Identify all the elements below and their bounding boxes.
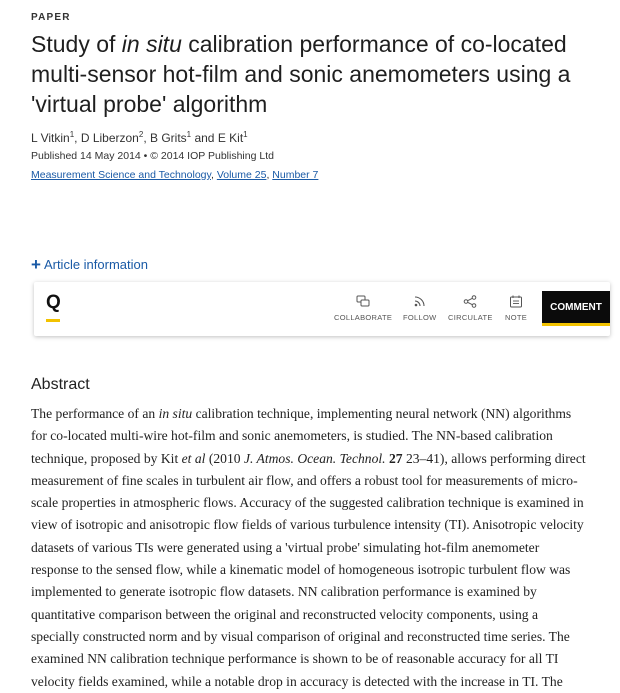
abstract-line: scale properties in atmospheric flows. Accuracy of the suggested calibration technique is examined in bbox=[31, 495, 584, 511]
author-separator: and bbox=[191, 131, 218, 145]
title-text-rest: calibration performance of co-located multi-sensor hot-film and sonic anemometers using a 'virtual probe' algorithm bbox=[31, 31, 571, 117]
journal-link[interactable]: Measurement Science and Technology bbox=[31, 169, 211, 181]
abstract-line: implemented to generate isotropic flow datasets. NN calibration performance is examined by bbox=[31, 584, 537, 600]
note-label: NOTE bbox=[505, 313, 528, 322]
author-name[interactable]: B Grits bbox=[149, 131, 187, 145]
author-affiliation[interactable]: 1 bbox=[69, 130, 75, 139]
abstract-line: The performance of an in situ calibration technique, implementing neural network (NN) algorithms bbox=[31, 406, 572, 421]
abstract-line: examined NN calibration technique performance is shown to be of reasonable accuracy for all TI bbox=[31, 651, 559, 667]
author-name[interactable]: E Kit bbox=[217, 131, 244, 145]
title-italic-text: in situ bbox=[121, 31, 182, 57]
circulate-button[interactable] bbox=[448, 295, 493, 322]
collaborate-icon bbox=[356, 295, 370, 308]
collaborate-button[interactable] bbox=[334, 295, 392, 322]
link-separator: , bbox=[266, 169, 273, 181]
share-icon bbox=[463, 295, 477, 308]
journal-links bbox=[31, 169, 318, 181]
article-information-toggle[interactable] bbox=[31, 254, 148, 274]
link-separator: , bbox=[210, 169, 217, 181]
note-button[interactable] bbox=[505, 295, 527, 322]
circulate-label: CIRCULATE bbox=[448, 313, 493, 322]
article-title bbox=[31, 29, 601, 119]
note-icon bbox=[509, 295, 523, 308]
issue-link[interactable]: Number 7 bbox=[272, 169, 319, 181]
volume-link[interactable]: Volume 25 bbox=[216, 169, 267, 181]
rss-icon bbox=[413, 295, 427, 308]
author-list bbox=[31, 131, 248, 145]
q-logo[interactable] bbox=[46, 292, 61, 314]
follow-button[interactable] bbox=[403, 295, 436, 322]
article-information-label: Article information bbox=[43, 257, 148, 272]
title-text: Study of bbox=[31, 31, 122, 57]
abstract-line: datasets of various TIs were generated using a 'virtual probe' simulating hot-film anemometer bbox=[31, 539, 540, 555]
abstract-line: velocity fields examined, while a notable drop in accuracy is detected with the increase in TI. The bbox=[31, 673, 563, 689]
abstract-line: specially constructed norm and by visual comparison of original and reconstructed time series. The bbox=[31, 628, 570, 644]
article-type-label: PAPER bbox=[31, 12, 71, 23]
abstract-line: response to the sensed flow, while a kinematic model of homogeneous isotropic turbulent flow was bbox=[31, 562, 571, 578]
plus-icon: + bbox=[31, 254, 41, 274]
publication-info: Published 14 May 2014 • © 2014 IOP Publishing Ltd bbox=[31, 150, 274, 162]
author-name[interactable]: L Vitkin bbox=[31, 131, 70, 145]
abstract-text bbox=[31, 403, 620, 693]
article-toolbar bbox=[34, 282, 610, 336]
author-separator: , bbox=[74, 131, 81, 145]
abstract-line: technique, proposed by Kit et al (2010 J. Atmos. Ocean. Technol. 27 23–41), allows performing direct bbox=[31, 450, 586, 466]
author-affiliation[interactable]: 1 bbox=[186, 130, 192, 139]
abstract-line: view of isotropic and anisotropic flow fields of various turbulence intensity (TI). Anisotropic velocity bbox=[31, 517, 584, 533]
comment-button[interactable]: COMMENT bbox=[542, 291, 610, 326]
author-name[interactable]: D Liberzon bbox=[80, 131, 139, 145]
author-affiliation[interactable]: 2 bbox=[138, 130, 144, 139]
author-separator: , bbox=[143, 131, 150, 145]
collaborate-label: COLLABORATE bbox=[334, 313, 393, 322]
abstract-line: quantitative comparison between the original and reconstructed velocity components, using a bbox=[31, 606, 538, 622]
logo-underline bbox=[46, 319, 60, 322]
author-affiliation[interactable]: 1 bbox=[243, 130, 248, 139]
follow-label: FOLLOW bbox=[403, 313, 437, 322]
abstract-line: for co-located multi-wire hot-film and sonic anemometers, is studied. The NN-based calibration bbox=[31, 428, 553, 444]
logo-text: Q bbox=[46, 292, 61, 313]
abstract-line: measurement of fine scales in turbulent air flow, and offers a robust tool for measurements of micro- bbox=[31, 472, 578, 488]
abstract-heading: Abstract bbox=[31, 376, 90, 393]
